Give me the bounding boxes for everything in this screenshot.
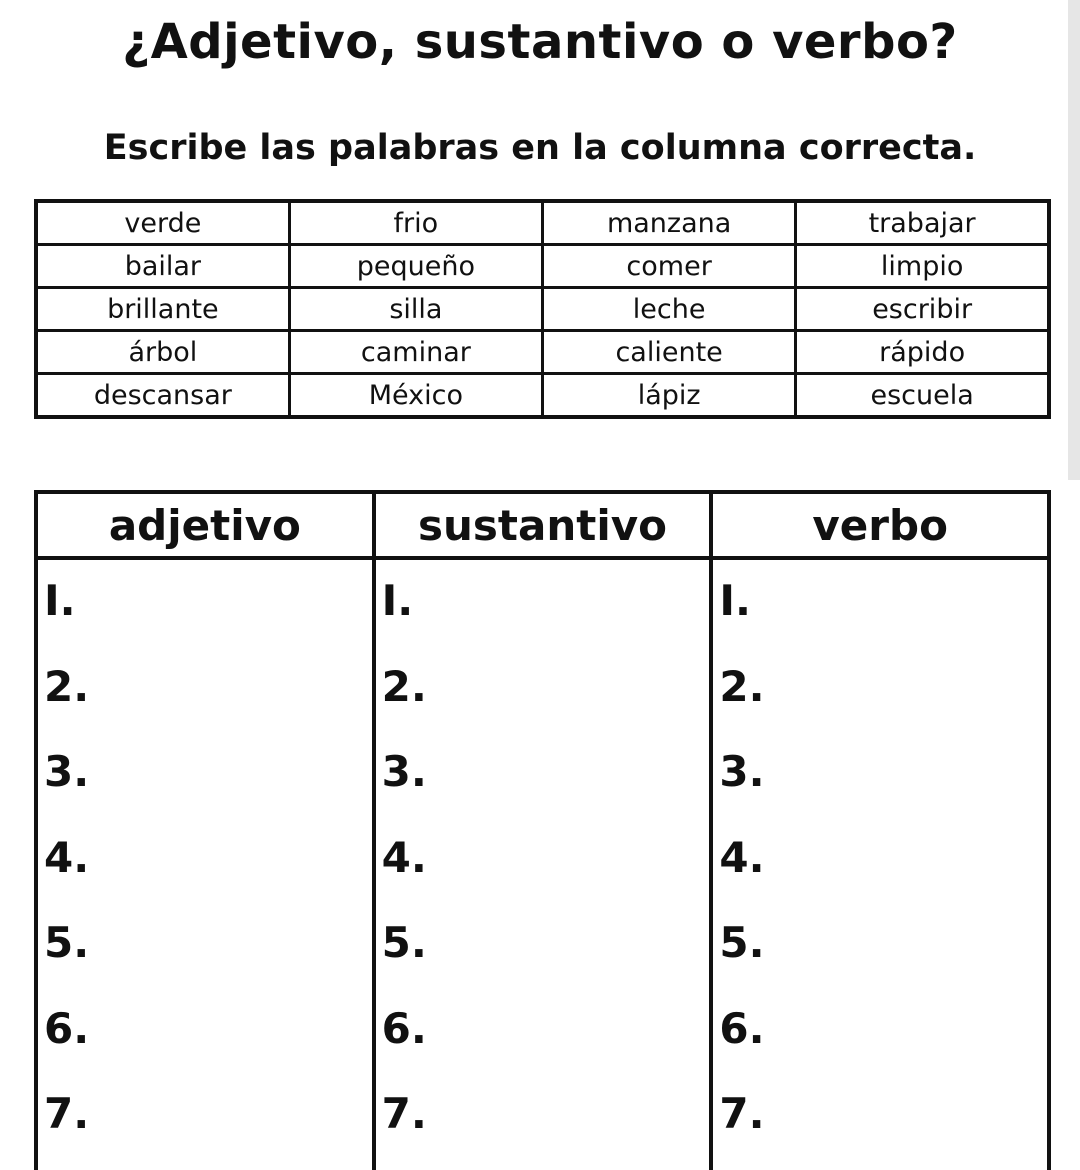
answer-table	[34, 490, 1051, 1170]
word-cell: bailar	[36, 245, 289, 288]
answer-line-number: 6.	[44, 1004, 90, 1053]
word-cell: frio	[289, 201, 542, 245]
word-bank-row	[36, 374, 1049, 418]
answer-line-number: 3.	[44, 747, 90, 796]
column-header: verbo	[713, 494, 1047, 560]
answer-line-number: I.	[381, 576, 414, 625]
answer-line-number: 7.	[719, 1089, 765, 1138]
answer-line-number: I.	[44, 576, 76, 625]
page-title: ¿Adjetivo, sustantivo o verbo?	[122, 14, 958, 70]
answer-line-number: 7.	[44, 1089, 90, 1138]
word-cell: limpio	[796, 245, 1049, 288]
column-header: sustantivo	[376, 494, 710, 560]
word-cell: comer	[543, 245, 796, 288]
word-cell: brillante	[36, 288, 289, 331]
answer-line-number: 5.	[44, 918, 90, 967]
answer-line-number: 4.	[381, 833, 427, 882]
word-cell: rápido	[796, 331, 1049, 374]
word-bank-row	[36, 331, 1049, 374]
word-cell: escuela	[796, 374, 1049, 418]
answer-line-number: 3.	[719, 747, 765, 796]
word-cell: escribir	[796, 288, 1049, 331]
word-bank-row	[36, 245, 1049, 288]
adjective-answer-area[interactable]	[38, 560, 372, 1170]
answer-line-number: 6.	[381, 1004, 427, 1053]
answer-line-number: 4.	[44, 833, 90, 882]
word-cell: trabajar	[796, 201, 1049, 245]
column-header: adjetivo	[38, 494, 372, 560]
word-cell: árbol	[36, 331, 289, 374]
word-cell: leche	[543, 288, 796, 331]
answer-line-number: 2.	[381, 662, 427, 711]
answer-line-number: 3.	[381, 747, 427, 796]
word-cell: pequeño	[289, 245, 542, 288]
answer-line-number: 4.	[719, 833, 765, 882]
word-cell: descansar	[36, 374, 289, 418]
instruction-text: Escribe las palabras en la columna correcta.	[103, 128, 977, 168]
word-cell: lápiz	[543, 374, 796, 418]
word-cell: silla	[289, 288, 542, 331]
answer-line-number: 7.	[381, 1089, 427, 1138]
noun-answer-area[interactable]	[376, 560, 710, 1170]
word-cell: manzana	[543, 201, 796, 245]
answer-line-number: 2.	[44, 662, 90, 711]
answer-line-number: 5.	[719, 918, 765, 967]
word-cell: caliente	[543, 331, 796, 374]
verb-answer-area[interactable]	[713, 560, 1047, 1170]
answer-line-number: 2.	[719, 662, 765, 711]
page-edge-strip	[1068, 0, 1080, 480]
word-bank-row	[36, 201, 1049, 245]
answer-line-number: 5.	[381, 918, 427, 967]
answer-line-number: I.	[719, 576, 751, 625]
adjective-column	[38, 494, 376, 1170]
noun-column	[376, 494, 714, 1170]
answer-line-number: 6.	[719, 1004, 765, 1053]
word-cell: verde	[36, 201, 289, 245]
word-cell: México	[289, 374, 542, 418]
word-cell: caminar	[289, 331, 542, 374]
word-bank-table	[34, 199, 1051, 419]
word-bank-row	[36, 288, 1049, 331]
verb-column	[713, 494, 1047, 1170]
